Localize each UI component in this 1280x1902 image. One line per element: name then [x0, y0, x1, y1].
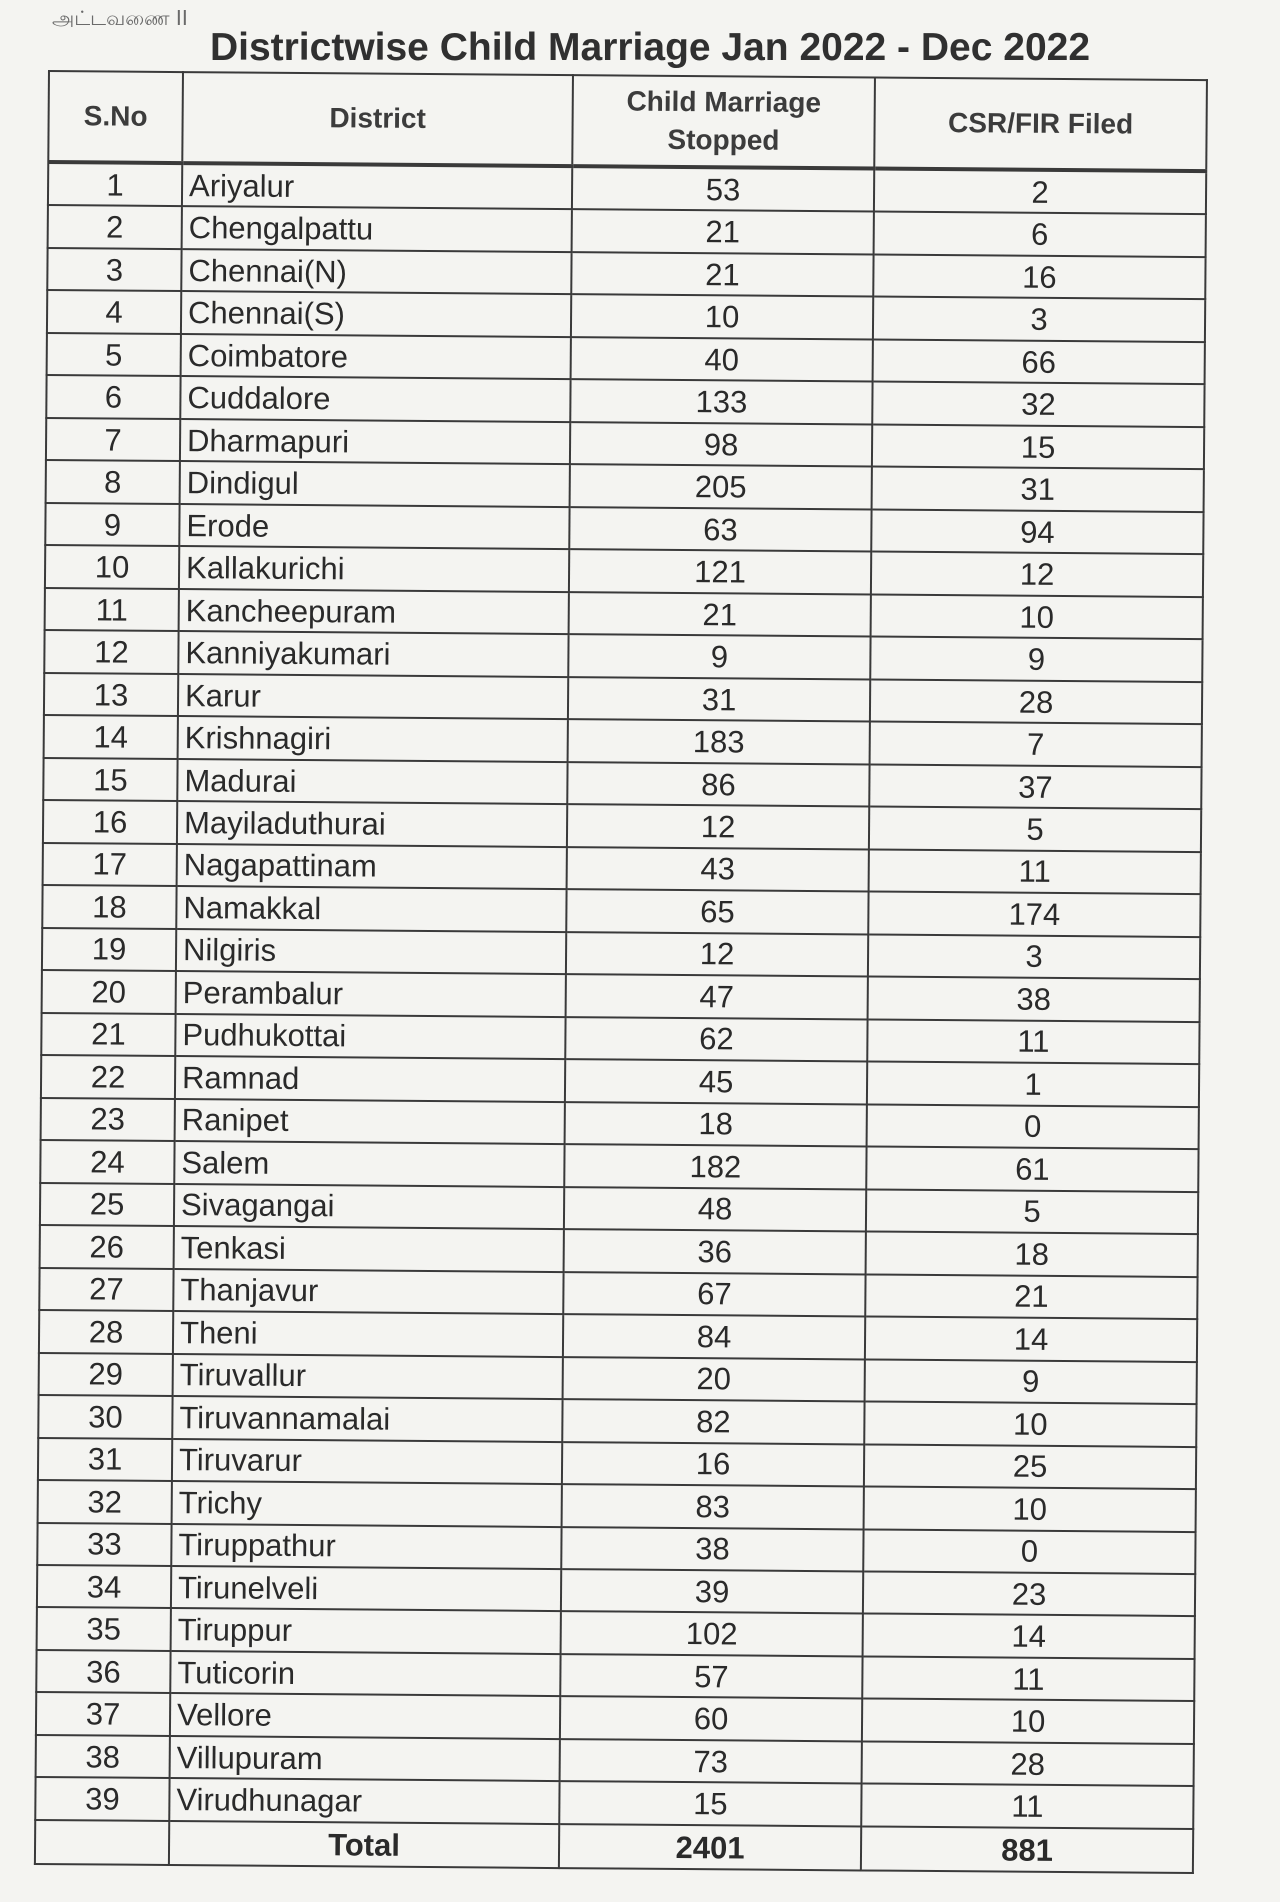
- cell-stopped: 82: [562, 1399, 864, 1444]
- cell-district: Tuticorin: [170, 1651, 560, 1697]
- cell-stopped: 53: [572, 166, 874, 212]
- header-stopped: Child Marriage Stopped: [572, 75, 875, 168]
- cell-sno: 7: [46, 418, 180, 462]
- cell-sno: 17: [43, 843, 177, 887]
- cell-stopped: 40: [571, 337, 873, 382]
- cell-filed: 2: [874, 168, 1206, 214]
- cell-district: Mayiladuthurai: [177, 801, 567, 847]
- cell-sno: 11: [45, 588, 179, 632]
- cell-district: Ariyalur: [182, 163, 572, 210]
- cell-filed: 0: [863, 1529, 1195, 1574]
- cell-stopped: 67: [563, 1272, 865, 1317]
- cell-stopped: 62: [565, 1017, 867, 1062]
- cell-filed: 21: [865, 1274, 1197, 1319]
- cell-district: Thanjavur: [173, 1269, 563, 1315]
- cell-stopped: 38: [561, 1527, 863, 1572]
- cell-district: Trichy: [172, 1481, 562, 1527]
- cell-district: Chennai(S): [181, 292, 571, 338]
- annexure-label: அட்டவணை II: [52, 6, 188, 30]
- cell-sno: 36: [36, 1650, 170, 1694]
- cell-stopped: 60: [560, 1697, 862, 1742]
- cell-filed: 174: [868, 892, 1200, 937]
- cell-sno: 35: [37, 1607, 171, 1651]
- cell-district: Pudhukottai: [175, 1014, 565, 1060]
- cell-district: Coimbatore: [181, 334, 571, 380]
- cell-filed: 0: [867, 1104, 1199, 1149]
- cell-district: Kancheepuram: [179, 589, 569, 635]
- cell-district: Villupuram: [170, 1736, 560, 1782]
- cell-filed: 10: [864, 1486, 1196, 1531]
- total-label: Total: [169, 1821, 559, 1868]
- cell-district: Kanniyakumari: [178, 631, 568, 677]
- cell-filed: 7: [870, 722, 1202, 767]
- cell-sno: 29: [39, 1353, 173, 1397]
- cell-filed: 38: [868, 977, 1200, 1022]
- total-row: [35, 1820, 1193, 1873]
- cell-sno: 13: [44, 673, 178, 717]
- cell-filed: 11: [862, 1656, 1194, 1701]
- cell-sno: 3: [47, 248, 181, 292]
- cell-sno: 15: [43, 758, 177, 802]
- cell-filed: 3: [873, 297, 1205, 342]
- cell-district: Virudhunagar: [169, 1778, 559, 1824]
- cell-district: Cuddalore: [180, 376, 570, 422]
- cell-sno: 2: [48, 205, 182, 249]
- cell-stopped: 98: [570, 422, 872, 467]
- cell-sno: 12: [44, 630, 178, 674]
- total-stopped: 2401: [559, 1824, 861, 1870]
- cell-district: Chennai(N): [181, 249, 571, 295]
- cell-sno: 38: [36, 1735, 170, 1779]
- cell-filed: 66: [873, 339, 1205, 384]
- cell-stopped: 63: [569, 507, 871, 552]
- cell-district: Nilgiris: [176, 929, 566, 975]
- cell-stopped: 12: [567, 804, 869, 849]
- cell-sno: 31: [38, 1437, 172, 1481]
- cell-sno: 23: [41, 1098, 175, 1142]
- cell-sno: 22: [41, 1055, 175, 1099]
- cell-filed: 28: [870, 679, 1202, 724]
- header-row: [48, 71, 1207, 171]
- cell-stopped: 39: [561, 1569, 863, 1614]
- cell-stopped: 36: [564, 1229, 866, 1274]
- cell-sno: 25: [40, 1183, 174, 1227]
- cell-filed: 25: [864, 1444, 1196, 1489]
- cell-sno: 14: [44, 715, 178, 759]
- cell-district: Tenkasi: [174, 1226, 564, 1272]
- district-table: [34, 70, 1208, 1874]
- cell-filed: 37: [869, 764, 1201, 809]
- cell-filed: 32: [872, 382, 1204, 427]
- cell-stopped: 182: [564, 1144, 866, 1189]
- cell-district: Tirunelveli: [171, 1566, 561, 1612]
- header-district: District: [182, 72, 573, 166]
- cell-district: Ranipet: [175, 1099, 565, 1145]
- cell-stopped: 183: [568, 719, 870, 764]
- cell-stopped: 15: [559, 1781, 861, 1826]
- cell-district: Tiruppur: [171, 1608, 561, 1654]
- cell-stopped: 47: [566, 974, 868, 1019]
- cell-sno: 4: [47, 290, 181, 334]
- cell-district: Chengalpattu: [182, 207, 572, 253]
- cell-district: Tiruppathur: [171, 1524, 561, 1570]
- cell-stopped: 57: [560, 1654, 862, 1699]
- cell-sno: 19: [42, 928, 176, 972]
- cell-sno: 18: [42, 885, 176, 929]
- cell-stopped: 12: [566, 932, 868, 977]
- cell-stopped: 20: [563, 1357, 865, 1402]
- cell-district: Karur: [178, 674, 568, 720]
- cell-sno: 34: [37, 1565, 171, 1609]
- cell-stopped: 83: [562, 1484, 864, 1529]
- cell-sno: 27: [39, 1268, 173, 1312]
- cell-filed: 5: [866, 1189, 1198, 1234]
- cell-stopped: 45: [565, 1059, 867, 1104]
- cell-stopped: 121: [569, 549, 871, 594]
- cell-sno: 1: [48, 162, 182, 207]
- cell-filed: 11: [861, 1784, 1193, 1829]
- cell-stopped: 18: [565, 1102, 867, 1147]
- cell-district: Salem: [174, 1141, 564, 1187]
- cell-filed: 9: [865, 1359, 1197, 1404]
- cell-filed: 10: [862, 1699, 1194, 1744]
- cell-filed: 14: [865, 1317, 1197, 1362]
- cell-district: Nagapattinam: [177, 844, 567, 890]
- cell-filed: 94: [871, 509, 1203, 554]
- header-sno: S.No: [48, 71, 183, 163]
- cell-stopped: 48: [564, 1187, 866, 1232]
- total-filed: 881: [861, 1826, 1193, 1873]
- cell-stopped: 65: [566, 889, 868, 934]
- cell-district: Madurai: [177, 759, 567, 805]
- cell-district: Namakkal: [176, 886, 566, 932]
- cell-district: Tiruvannamalai: [172, 1396, 562, 1442]
- cell-stopped: 133: [570, 380, 872, 425]
- cell-district: Tiruvallur: [173, 1354, 563, 1400]
- cell-stopped: 43: [567, 847, 869, 892]
- cell-sno: 24: [40, 1140, 174, 1184]
- cell-filed: 11: [867, 1019, 1199, 1064]
- cell-sno: 21: [41, 1013, 175, 1057]
- page-title: Districtwise Child Marriage Jan 2022 - Dec 2022: [209, 26, 1091, 69]
- cell-filed: 31: [872, 467, 1204, 512]
- cell-filed: 1: [867, 1062, 1199, 1107]
- cell-filed: 10: [864, 1402, 1196, 1447]
- cell-filed: 14: [863, 1614, 1195, 1659]
- cell-stopped: 21: [572, 210, 874, 255]
- cell-sno: 16: [43, 800, 177, 844]
- cell-sno: 32: [38, 1480, 172, 1524]
- cell-filed: 12: [871, 552, 1203, 597]
- cell-district: Kallakurichi: [179, 546, 569, 592]
- cell-stopped: 86: [567, 762, 869, 807]
- cell-stopped: 31: [568, 677, 870, 722]
- cell-stopped: 9: [568, 634, 870, 679]
- cell-stopped: 102: [561, 1612, 863, 1657]
- cell-district: Erode: [179, 504, 569, 550]
- cell-filed: 9: [870, 637, 1202, 682]
- cell-filed: 28: [862, 1741, 1194, 1786]
- cell-filed: 15: [872, 424, 1204, 469]
- cell-district: Dharmapuri: [180, 419, 570, 465]
- cell-stopped: 21: [571, 252, 873, 297]
- cell-sno: 28: [39, 1310, 173, 1354]
- cell-district: Theni: [173, 1311, 563, 1357]
- cell-district: Tiruvarur: [172, 1439, 562, 1485]
- cell-stopped: 21: [569, 592, 871, 637]
- cell-filed: 11: [869, 849, 1201, 894]
- cell-filed: 6: [874, 212, 1206, 257]
- cell-sno: 9: [45, 503, 179, 547]
- cell-district: Vellore: [170, 1693, 560, 1739]
- cell-filed: 23: [863, 1571, 1195, 1616]
- cell-sno: 6: [46, 375, 180, 419]
- cell-filed: 61: [866, 1147, 1198, 1192]
- cell-district: Krishnagiri: [178, 716, 568, 762]
- cell-district: Dindigul: [180, 461, 570, 507]
- cell-sno: 33: [37, 1522, 171, 1566]
- cell-district: Ramnad: [175, 1056, 565, 1102]
- cell-filed: 5: [869, 807, 1201, 852]
- cell-filed: 16: [873, 254, 1205, 299]
- cell-sno: 20: [42, 970, 176, 1014]
- cell-sno: 26: [40, 1225, 174, 1269]
- cell-stopped: 205: [570, 465, 872, 510]
- cell-district: Perambalur: [176, 971, 566, 1017]
- cell-stopped: 73: [560, 1739, 862, 1784]
- cell-sno: 8: [46, 460, 180, 504]
- header-filed: CSR/FIR Filed: [874, 77, 1207, 171]
- cell-filed: 10: [871, 594, 1203, 639]
- cell-stopped: 16: [562, 1442, 864, 1487]
- cell-filed: 3: [868, 934, 1200, 979]
- cell-sno: 5: [47, 333, 181, 377]
- cell-sno: 39: [35, 1777, 169, 1821]
- cell-filed: 18: [866, 1232, 1198, 1277]
- cell-district: Sivagangai: [174, 1184, 564, 1230]
- cell-sno: 10: [45, 545, 179, 589]
- cell-sno: 37: [36, 1692, 170, 1736]
- cell-stopped: 84: [563, 1314, 865, 1359]
- cell-stopped: 10: [571, 295, 873, 340]
- cell-sno: 30: [38, 1395, 172, 1439]
